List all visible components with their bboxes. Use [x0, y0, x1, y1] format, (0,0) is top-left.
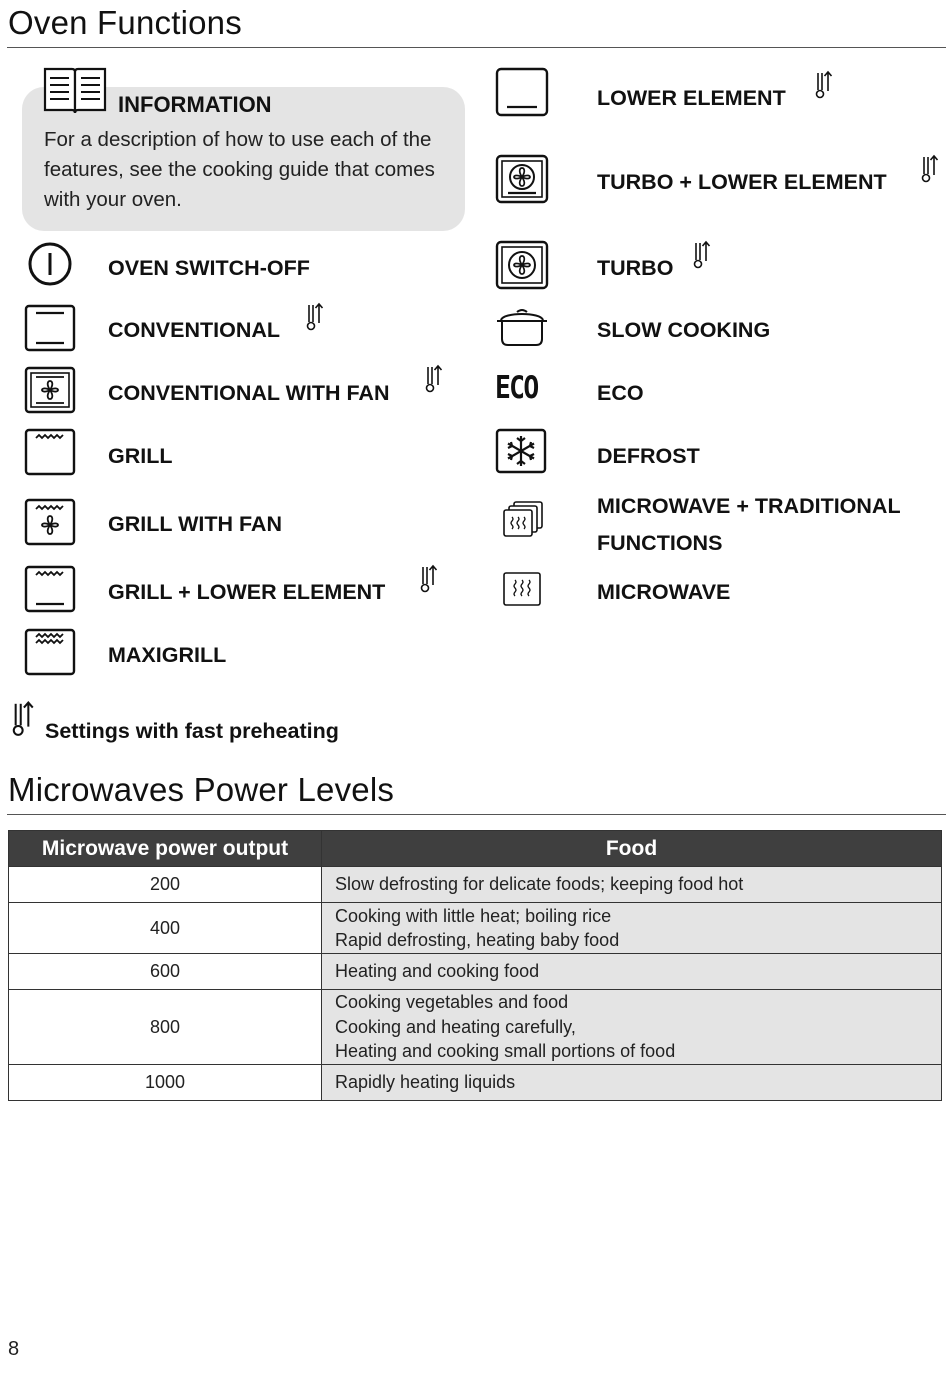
power-cell: 400 — [9, 903, 322, 954]
table-header-row — [9, 831, 942, 867]
information-text: For a description of how to use each of the features, see the cooking guide that comes with your oven. — [44, 128, 435, 211]
table-row — [9, 867, 942, 903]
food-line: Cooking with little heat; boiling rice — [335, 905, 612, 926]
lower-element-icon — [495, 67, 549, 117]
food-line: Heating and cooking food — [335, 961, 540, 982]
snowflake-icon — [495, 428, 547, 474]
function-eco: ECO — [597, 381, 644, 405]
power-levels-title: Microwaves Power Levels — [8, 771, 395, 808]
food-cell — [322, 990, 942, 1065]
function-lower-element: LOWER ELEMENT — [597, 86, 786, 110]
grill-lower-element-icon — [24, 565, 76, 613]
function-turbo: TURBO — [597, 256, 674, 280]
header-power-output: Microwave power output — [9, 831, 322, 867]
maxigrill-icon — [24, 628, 76, 676]
conventional-icon — [24, 304, 76, 352]
power-cell: 600 — [9, 954, 322, 990]
food-cell — [322, 1065, 942, 1101]
food-line: Rapid defrosting, heating baby food — [335, 930, 620, 950]
function-turbo-lower-element: TURBO + LOWER ELEMENT — [597, 170, 887, 194]
grill-icon — [24, 428, 76, 476]
function-maxigrill: MAXIGRILL — [108, 643, 227, 667]
food-line: Rapidly heating liquids — [335, 1072, 516, 1093]
function-grill-with-fan: GRILL WITH FAN — [108, 512, 282, 536]
page-number: 8 — [8, 1338, 20, 1360]
fast-preheat-icon — [417, 564, 439, 594]
fast-preheat-icon — [918, 154, 940, 184]
function-microwave-traditional: MICROWAVE + TRADITIONAL FUNCTIONS — [597, 494, 901, 555]
microwave-combi-icon — [502, 500, 544, 540]
function-oven-switch-off: OVEN SWITCH-OFF — [108, 256, 310, 280]
fast-preheat-icon — [422, 364, 444, 394]
food-line: Cooking vegetables and food — [335, 992, 569, 1013]
power-levels-rule — [7, 814, 946, 815]
information-title: INFORMATION — [118, 92, 272, 117]
header-food: Food — [322, 831, 942, 867]
power-cell: 200 — [9, 867, 322, 903]
fast-preheat-note: Settings with fast preheating — [45, 719, 339, 743]
power-icon — [27, 241, 73, 287]
fast-preheat-icon — [690, 240, 712, 270]
function-grill-lower-element: GRILL + LOWER ELEMENT — [108, 580, 386, 604]
turbo-lower-element-icon — [495, 154, 549, 204]
grill-fan-icon — [24, 498, 76, 546]
table-row — [9, 990, 942, 1065]
food-line: Slow defrosting for delicate foods; keeping food hot — [335, 874, 744, 895]
function-defrost: DEFROST — [597, 444, 700, 468]
function-microwave: MICROWAVE — [597, 580, 731, 604]
table-row — [9, 1065, 942, 1101]
food-cell — [322, 903, 942, 954]
function-conventional-with-fan: CONVENTIONAL WITH FAN — [108, 381, 390, 405]
function-conventional: CONVENTIONAL — [108, 318, 280, 342]
fast-preheat-icon — [8, 700, 36, 738]
function-grill: GRILL — [108, 444, 173, 468]
power-levels-table — [8, 830, 942, 1101]
food-line: Cooking and heating carefully, — [335, 1016, 576, 1037]
pot-icon — [495, 306, 549, 348]
table-row — [9, 903, 942, 954]
function-slow-cooking: SLOW COOKING — [597, 318, 771, 342]
microwave-icon — [502, 571, 542, 607]
turbo-icon — [495, 240, 549, 290]
book-icon — [42, 66, 108, 116]
table-row — [9, 954, 942, 990]
eco-icon: ECO — [495, 370, 538, 406]
food-line: Heating and cooking small portions of food — [335, 1041, 676, 1062]
fast-preheat-icon — [303, 302, 325, 332]
food-cell — [322, 867, 942, 903]
conventional-fan-icon — [24, 366, 76, 414]
power-cell: 1000 — [9, 1065, 322, 1101]
oven-functions-title: Oven Functions — [8, 4, 242, 41]
fast-preheat-icon — [812, 70, 834, 100]
title-rule — [7, 47, 946, 48]
food-cell — [322, 954, 942, 990]
power-cell: 800 — [9, 990, 322, 1065]
